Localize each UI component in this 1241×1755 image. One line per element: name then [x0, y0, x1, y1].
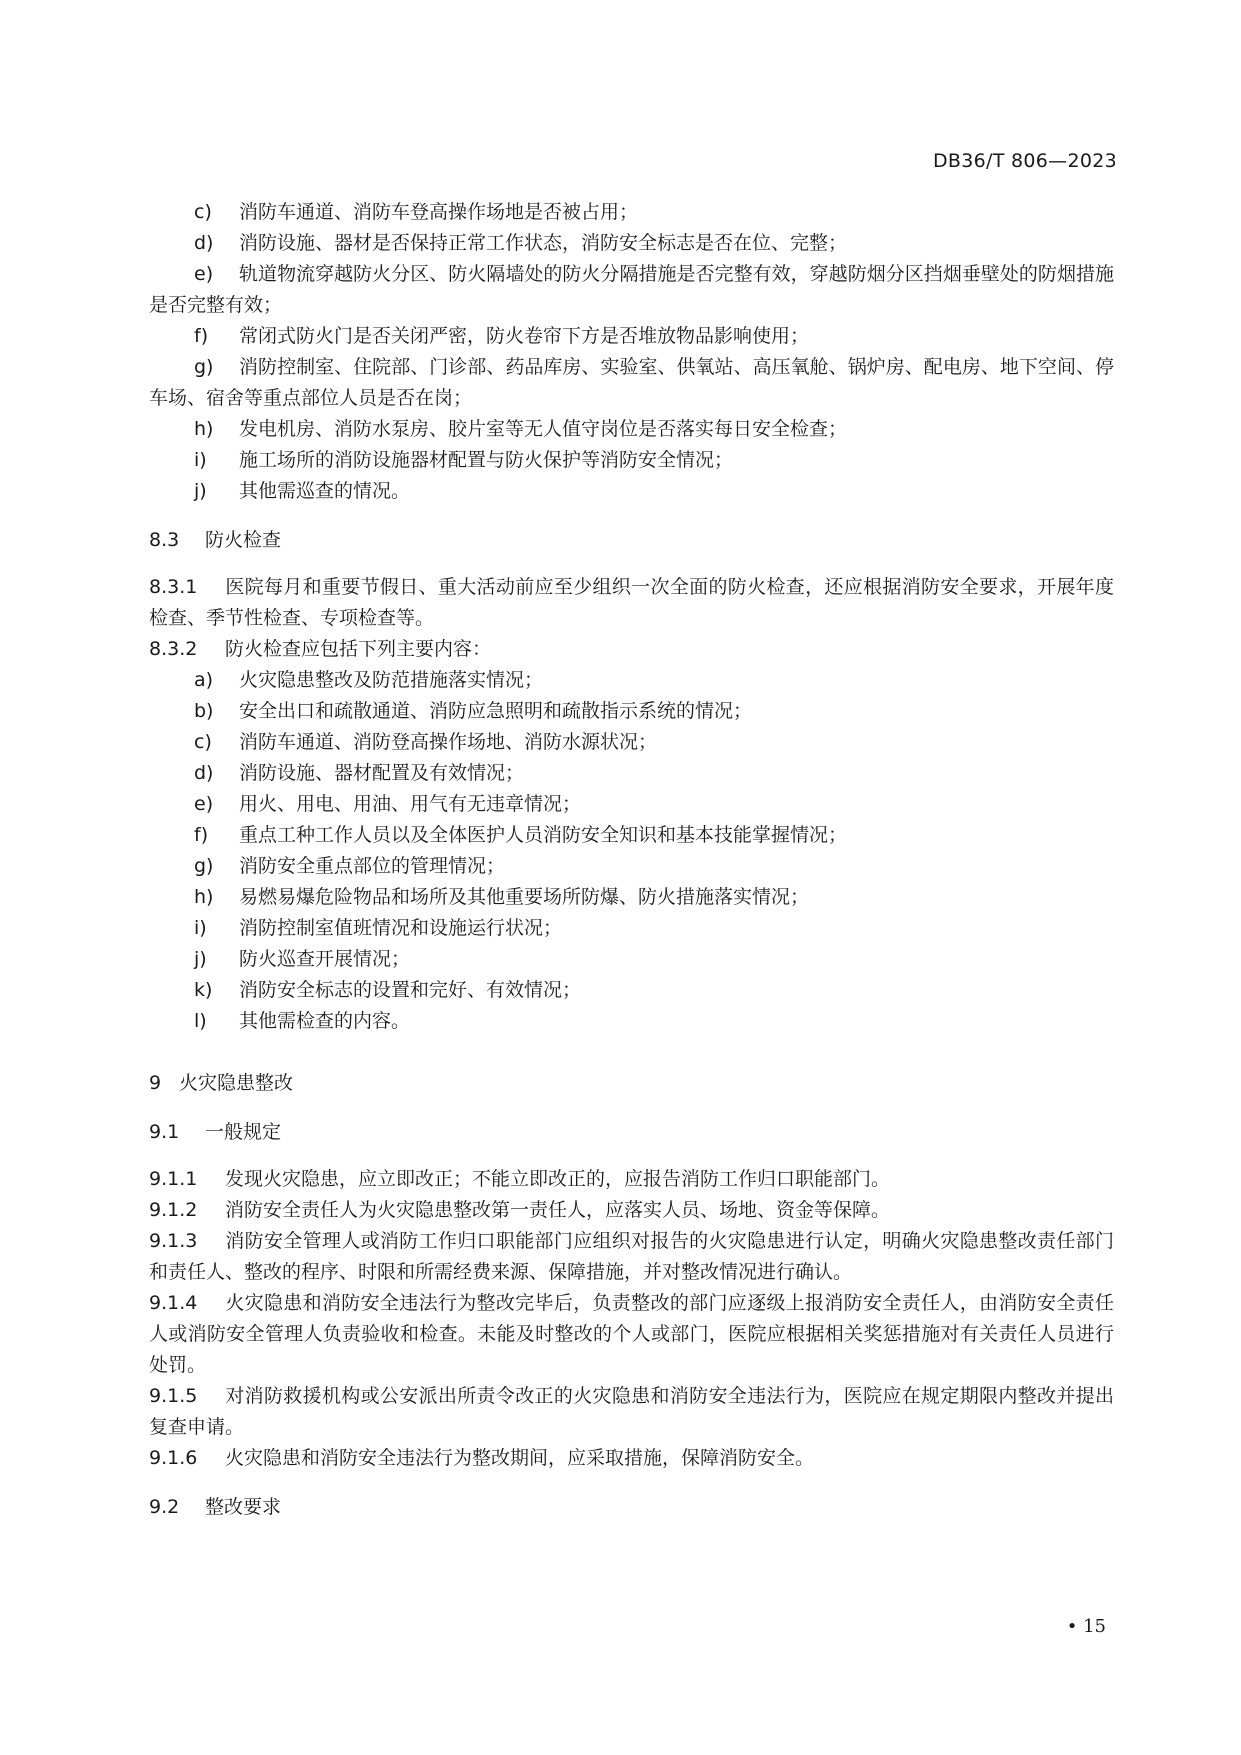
clause-paragraph [149, 1226, 1114, 1288]
clause-paragraph [149, 1288, 1114, 1381]
list-item-text: 施工场所的消防设施器材配置与防火保护等消防安全情况； [239, 449, 734, 471]
document-body [149, 197, 1114, 1539]
list-item-label: i) [194, 449, 207, 471]
list-item-text: 安全出口和疏散通道、消防应急照明和疏散指示系统的情况； [239, 700, 753, 722]
list-item-text: 消防控制室值班情况和设施运行状况； [239, 917, 563, 939]
list-item [149, 352, 1114, 414]
list-item [149, 727, 1114, 758]
clause-number: 9.1.5 [149, 1385, 198, 1407]
list-item [149, 476, 1114, 507]
subsection-heading [149, 525, 1114, 556]
list-item-label: h) [194, 418, 214, 440]
list-item-label: j) [194, 948, 207, 970]
list-item [149, 665, 1114, 696]
list-item-text: 消防安全标志的设置和完好、有效情况； [239, 979, 582, 1001]
clause-number: 8.3.2 [149, 638, 198, 660]
list-item-label: l) [194, 1010, 207, 1032]
list-item-text: 消防安全重点部位的管理情况； [239, 855, 506, 877]
list-item [149, 1006, 1114, 1037]
list-item-text: 常闭式防火门是否关闭严密，防火卷帘下方是否堆放物品影响使用； [239, 325, 810, 347]
list-item [149, 789, 1114, 820]
list-item-text: 用火、用电、用油、用气有无违章情况； [239, 793, 582, 815]
clause-number: 9.1.2 [149, 1199, 198, 1221]
clause-number: 8.3.1 [149, 576, 198, 598]
page-number: • 15 [1066, 1616, 1106, 1637]
clause-number: 9.1.4 [149, 1292, 198, 1314]
list-item-text: 消防车通道、消防登高操作场地、消防水源状况； [239, 731, 658, 753]
clause-paragraph [149, 1164, 1114, 1195]
clause-text: 发现火灾隐患，应立即改正；不能立即改正的，应报告消防工作归口职能部门。 [225, 1168, 891, 1190]
list-item-label: k) [194, 979, 213, 1001]
clause-number: 9.1.3 [149, 1230, 198, 1252]
list-item [149, 820, 1114, 851]
heading-text: 一般规定 [205, 1121, 282, 1143]
list-item-text: 防火巡查开展情况； [239, 948, 411, 970]
subsection-heading [149, 1492, 1114, 1523]
list-item [149, 696, 1114, 727]
clause-number: 9.1.6 [149, 1447, 198, 1469]
heading-number: 9.2 [149, 1496, 180, 1518]
list-item [149, 975, 1114, 1006]
list-item-label: b) [194, 700, 214, 722]
list-item-label: f) [194, 824, 209, 846]
list-item-text: 易燃易爆危险物品和场所及其他重要场所防爆、防火措施落实情况； [239, 886, 810, 908]
clause-text: 消防安全管理人或消防工作归口职能部门应组织对报告的火灾隐患进行认定，明确火灾隐患整改责任部门和责任人、整改的程序、时限和所需经费来源、保障措施，并对整改情况进行确认。 [149, 1230, 1114, 1283]
section-heading [149, 1068, 1114, 1099]
list-item [149, 851, 1114, 882]
list-item [149, 228, 1114, 259]
document-code: DB36/T 806—2023 [932, 150, 1117, 172]
list-item-label: c) [194, 731, 212, 753]
subsection-heading [149, 1117, 1114, 1148]
list-item-text: 火灾隐患整改及防范措施落实情况； [239, 669, 544, 691]
heading-number: 9 [149, 1072, 162, 1094]
clause-text: 消防安全责任人为火灾隐患整改第一责任人，应落实人员、场地、资金等保障。 [225, 1199, 891, 1221]
list-item-text: 消防设施、器材配置及有效情况； [239, 762, 525, 784]
heading-text: 防火检查 [205, 529, 282, 551]
list-item [149, 944, 1114, 975]
list-item-label: e) [194, 263, 214, 285]
list-item-text: 消防车通道、消防车登高操作场地是否被占用； [239, 201, 639, 223]
list-item [149, 259, 1114, 321]
clause-text: 对消防救援机构或公安派出所责令改正的火灾隐患和消防安全违法行为，医院应在规定期限内整改并提出复查申请。 [149, 1385, 1114, 1438]
list-item-label: i) [194, 917, 207, 939]
list-item-label: g) [194, 855, 214, 877]
clause-text: 医院每月和重要节假日、重大活动前应至少组织一次全面的防火检查，还应根据消防安全要求，开展年度检查、季节性检查、专项检查等。 [149, 576, 1114, 629]
list-item [149, 321, 1114, 352]
list-item [149, 445, 1114, 476]
list-item-label: c) [194, 201, 212, 223]
list-item [149, 197, 1114, 228]
list-item-label: e) [194, 793, 214, 815]
clause-text: 火灾隐患和消防安全违法行为整改期间，应采取措施，保障消防安全。 [225, 1447, 815, 1469]
clause-paragraph [149, 1443, 1114, 1474]
list-item-label: j) [194, 480, 207, 502]
clause-number: 9.1.1 [149, 1168, 198, 1190]
clause-text: 防火检查应包括下列主要内容： [225, 638, 492, 660]
clause-paragraph [149, 634, 1114, 665]
list-item-label: h) [194, 886, 214, 908]
list-item-label: a) [194, 669, 214, 691]
list-item-text: 消防设施、器材是否保持正常工作状态，消防安全标志是否在位、完整； [239, 232, 848, 254]
list-item-text: 其他需巡查的情况。 [239, 480, 411, 502]
clause-paragraph [149, 1381, 1114, 1443]
list-item [149, 414, 1114, 445]
list-item-label: g) [194, 356, 214, 378]
list-item-text: 其他需检查的内容。 [239, 1010, 411, 1032]
list-item-text: 重点工种工作人员以及全体医护人员消防安全知识和基本技能掌握情况； [239, 824, 848, 846]
list-item-label: d) [194, 232, 214, 254]
heading-text: 整改要求 [205, 1496, 282, 1518]
heading-text: 火灾隐患整改 [179, 1072, 294, 1094]
clause-paragraph [149, 572, 1114, 634]
heading-number: 9.1 [149, 1121, 180, 1143]
list-item-label: d) [194, 762, 214, 784]
heading-number: 8.3 [149, 529, 180, 551]
list-item-text: 消防控制室、住院部、门诊部、药品库房、实验室、供氧站、高压氧舱、锅炉房、配电房、地下空间、停车场、宿舍等重点部位人员是否在岗； [149, 356, 1114, 409]
clause-text: 火灾隐患和消防安全违法行为整改完毕后，负责整改的部门应逐级上报消防安全责任人，由消防安全责任人或消防安全管理人负责验收和检查。未能及时整改的个人或部门，医院应根据相关奖惩措施对有关责任人员进行处罚。 [149, 1292, 1114, 1376]
clause-paragraph [149, 1195, 1114, 1226]
list-item-text: 发电机房、消防水泵房、胶片室等无人值守岗位是否落实每日安全检查； [239, 418, 848, 440]
list-item-label: f) [194, 325, 209, 347]
list-item [149, 913, 1114, 944]
list-item [149, 882, 1114, 913]
list-item [149, 758, 1114, 789]
list-item-text: 轨道物流穿越防火分区、防火隔墙处的防火分隔措施是否完整有效，穿越防烟分区挡烟垂壁处的防烟措施是否完整有效； [149, 263, 1114, 316]
